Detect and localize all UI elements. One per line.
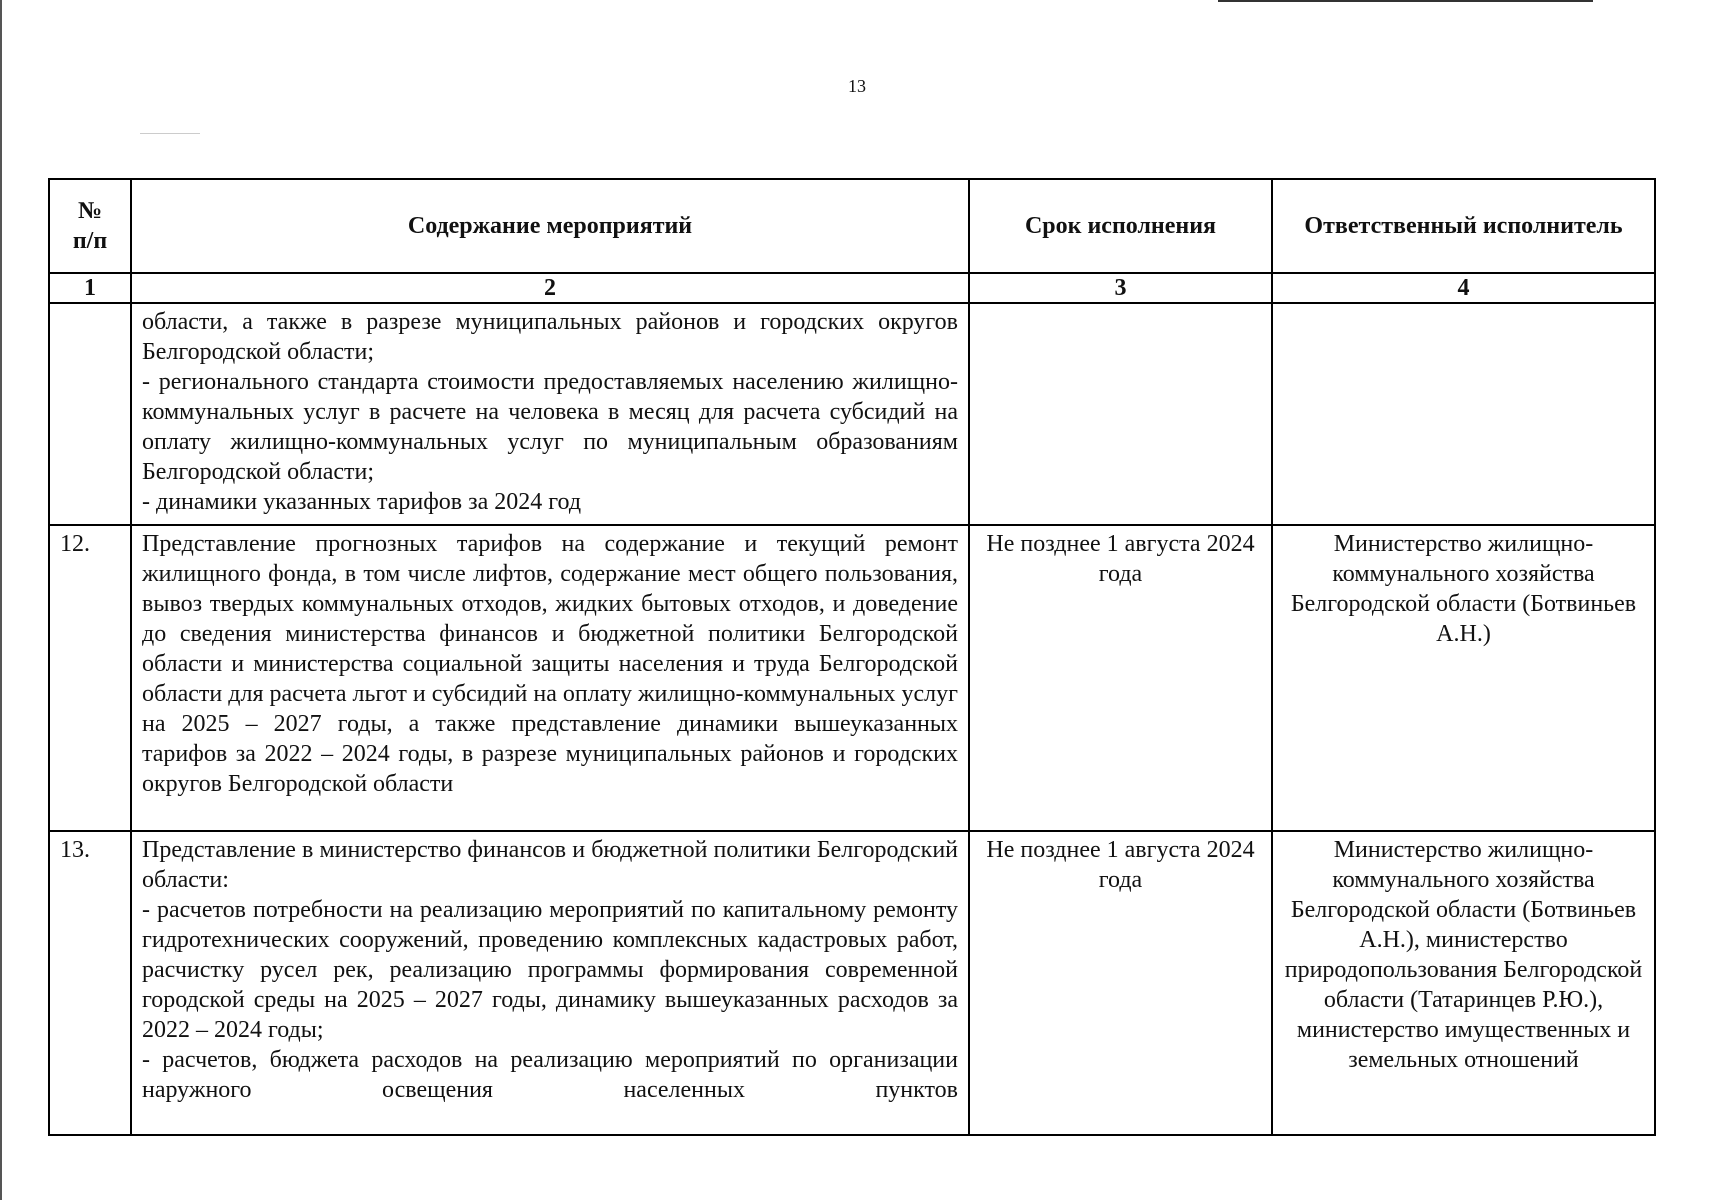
- row-number: 12.: [49, 525, 131, 831]
- row-responsible: Министерство жилищно-коммунального хозяйства Белгородской области (Ботвиньев А.Н.), министерство природопользования Белгородской области (Татаринцев Р.Ю.), министерство имущественных и земельных отношений: [1272, 831, 1655, 1135]
- row-responsible: [1272, 303, 1655, 525]
- page-number: 13: [848, 76, 866, 96]
- row-content: [131, 525, 969, 831]
- table-header-row: [49, 179, 1655, 273]
- table-row: [49, 831, 1655, 1135]
- page-edge: [0, 0, 2, 1200]
- table-row: [49, 525, 1655, 831]
- column-number: 4: [1272, 273, 1655, 303]
- top-rule: [1218, 0, 1593, 2]
- header-responsible: Ответственный исполнитель: [1272, 179, 1655, 273]
- column-number: 1: [49, 273, 131, 303]
- measures-table: [48, 178, 1656, 1136]
- content-paragraph: - расчетов, бюджета расходов на реализацию мероприятий по организации наружного освещения населенных пунктов: [142, 1047, 958, 1103]
- row-deadline: Не позднее 1 августа 2024 года: [969, 525, 1272, 831]
- row-deadline: Не позднее 1 августа 2024 года: [969, 831, 1272, 1135]
- content-paragraph: - регионального стандарта стоимости предоставляемых населению жилищно-коммунальных услуг в расчете на человека в месяц для расчета субсидий на оплату жилищно-коммунальных услуг по муниципальным образованиям Белгородской области;: [142, 369, 958, 485]
- row-content: [131, 303, 969, 525]
- row-number: [49, 303, 131, 525]
- content-paragraph: - расчетов потребности на реализацию мероприятий по капитальному ремонту гидротехнических сооружений, проведению комплексных кадастровых работ, расчистку русел рек, реализацию программы формирования современной городской среды на 2025 – 2027 годы, динамику вышеуказанных расходов за 2022 – 2024 годы;: [142, 897, 958, 1043]
- row-number: 13.: [49, 831, 131, 1135]
- content-paragraph: Представление прогнозных тарифов на содержание и текущий ремонт жилищного фонда, в том числе лифтов, содержание мест общего пользования, вывоз твердых коммунальных отходов, жидких бытовых отходов, и доведение до сведения министерства финансов и бюджетной политики Белгородской области и министерства социальной защиты населения и труда Белгородской области для расчета льгот и субсидий на оплату жилищно-коммунальных услуг на 2025 – 2027 годы, а также представление динамики вышеуказанных тарифов за 2022 – 2024 годы, в разрезе муниципальных районов и городских округов Белгородской области: [142, 531, 958, 797]
- table-row: [49, 303, 1655, 525]
- row-content: [131, 831, 969, 1135]
- header-deadline: Срок исполнения: [969, 179, 1272, 273]
- column-number: 3: [969, 273, 1272, 303]
- row-responsible: Министерство жилищно-коммунального хозяйства Белгородской области (Ботвиньев А.Н.): [1272, 525, 1655, 831]
- header-content: Содержание мероприятий: [131, 179, 969, 273]
- row-deadline: [969, 303, 1272, 525]
- content-paragraph: - динамики указанных тарифов за 2024 год: [142, 489, 582, 515]
- content-paragraph: Представление в министерство финансов и бюджетной политики Белгородский области:: [142, 837, 958, 893]
- column-number: 2: [131, 273, 969, 303]
- content-paragraph: области, а также в разрезе муниципальных районов и городских округов Белгородской области;: [142, 309, 958, 365]
- scan-mark: [140, 133, 200, 134]
- header-number: № п/п: [49, 179, 131, 273]
- column-number-row: [49, 273, 1655, 303]
